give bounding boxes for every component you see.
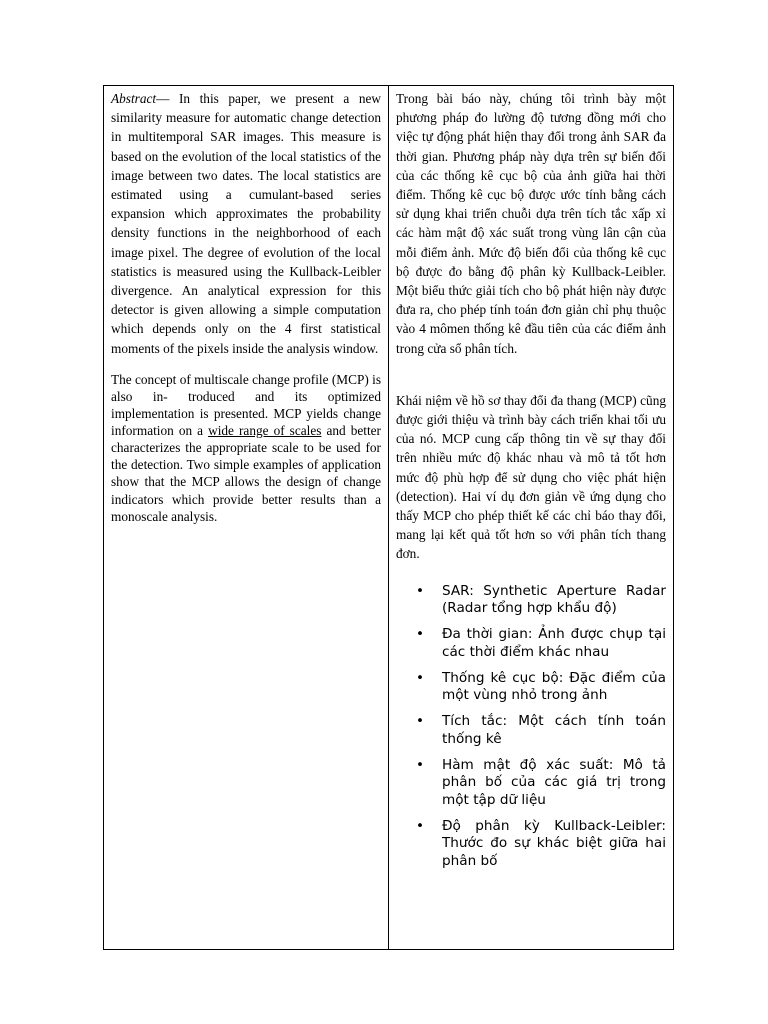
- vi-abstract-paragraph: Trong bài báo này, chúng tôi trình bày một phương pháp đo lường độ tương đồng mới cho việc tự động phát hiện thay đổi trong ảnh SAR đa thời gian. Phương pháp này dựa trên sự biến đổi của các thống kê cục bộ của ảnh giữa hai thời điểm. Thống kê cục bộ được ước tính bằng cách sử dụng khai triển chuỗi dựa trên tích tắc xấp xỉ các hàm mật độ xác suất trong vùng lân cận của mỗi điểm ảnh. Mức độ biến đổi của thống kê cục bộ được đo bằng độ phân kỳ Kullback-Leibler. Một biểu thức giải tích cho bộ phát hiện này được đưa ra, cho phép tính toán đơn giản chỉ phụ thuộc vào 4 mômen thống kê đầu tiên của các điểm ảnh trong cửa sổ phân tích.: [396, 91, 666, 356]
- abstract-body: — In this paper, we present a new similarity measure for automatic change detection in multitemporal SAR images. This measure is based on the evolution of the local statistics of the image between two dates. The local statistics are estimated using a cumulant-based series expansion which approximates the probability density functions in the neighborhood of each image pixel. The degree of evolution of the local statistics is measured using the Kullback-Leibler divergence. An analytical expression for this detector is given allowing a simple computation which depends only on the 4 first statistical moments of the pixels inside the analysis window.: [111, 91, 381, 356]
- mcp-text-part1: The concept of multiscale change profile (MCP) is also in- troduced and its optimized implementation is presented. MCP yields change information on a: [111, 371, 381, 439]
- bullet-icon: •: [416, 713, 425, 730]
- bullet-icon: •: [416, 757, 425, 774]
- english-column: [104, 86, 389, 949]
- mcp-paragraph: [111, 371, 381, 525]
- glossary-text: Thống kê cục bộ: Đặc điểm của một vùng nhỏ trong ảnh: [442, 669, 666, 704]
- bullet-icon: •: [416, 626, 425, 643]
- glossary-list: [396, 583, 666, 870]
- abstract-label: Abstract: [111, 91, 157, 106]
- glossary-item: [416, 670, 666, 705]
- glossary-item: [416, 757, 666, 809]
- bullet-icon: •: [416, 582, 425, 599]
- glossary-item: [416, 583, 666, 618]
- vi-mcp-paragraph: Khái niệm về hồ sơ thay đổi đa thang (MCP) cũng được giới thiệu và trình bày cách triển khai tối ưu của nó. MCP cung cấp thông tin về sự thay đổi trên nhiều mức độ khác nhau và mô tả tốt hơn mức độ phù hợp để sử dụng cho việc phát hiện (detection). Hai ví dụ đơn giản về ứng dụng cho thấy MCP cho phép thiết kế các chỉ báo thay đổi, mang lại kết quả tốt hơn so với phân tích thang đơn.: [396, 392, 666, 562]
- glossary-text: Độ phân kỳ Kullback-Leibler: Thước đo sự khác biệt giữa hai phân bố: [442, 817, 666, 869]
- vietnamese-column: [389, 86, 673, 949]
- glossary-text: Tích tắc: Một cách tính toán thống kê: [442, 713, 666, 747]
- translation-table: [103, 85, 674, 950]
- glossary-text: Đa thời gian: Ảnh được chụp tại các thời điểm khác nhau: [442, 626, 666, 660]
- glossary-item: [416, 713, 666, 748]
- glossary-text: SAR: Synthetic Aperture Radar (Radar tổng hợp khẩu độ): [442, 582, 666, 616]
- glossary-text: Hàm mật độ xác suất: Mô tả phân bố của các giá trị trong một tập dữ liệu: [442, 757, 666, 808]
- glossary-item: [416, 626, 666, 661]
- glossary-item: [416, 818, 666, 870]
- underlined-phrase: wide range of scales: [208, 423, 322, 439]
- bullet-icon: •: [416, 817, 425, 834]
- bullet-icon: •: [416, 669, 425, 686]
- mcp-text-part2: and better characterizes the appropriate scale to be used for the detection. Two simple examples of application show that the MCP allows the design of change indicators which provide better results than a monoscale analysis.: [111, 423, 381, 524]
- abstract-paragraph: [111, 89, 381, 358]
